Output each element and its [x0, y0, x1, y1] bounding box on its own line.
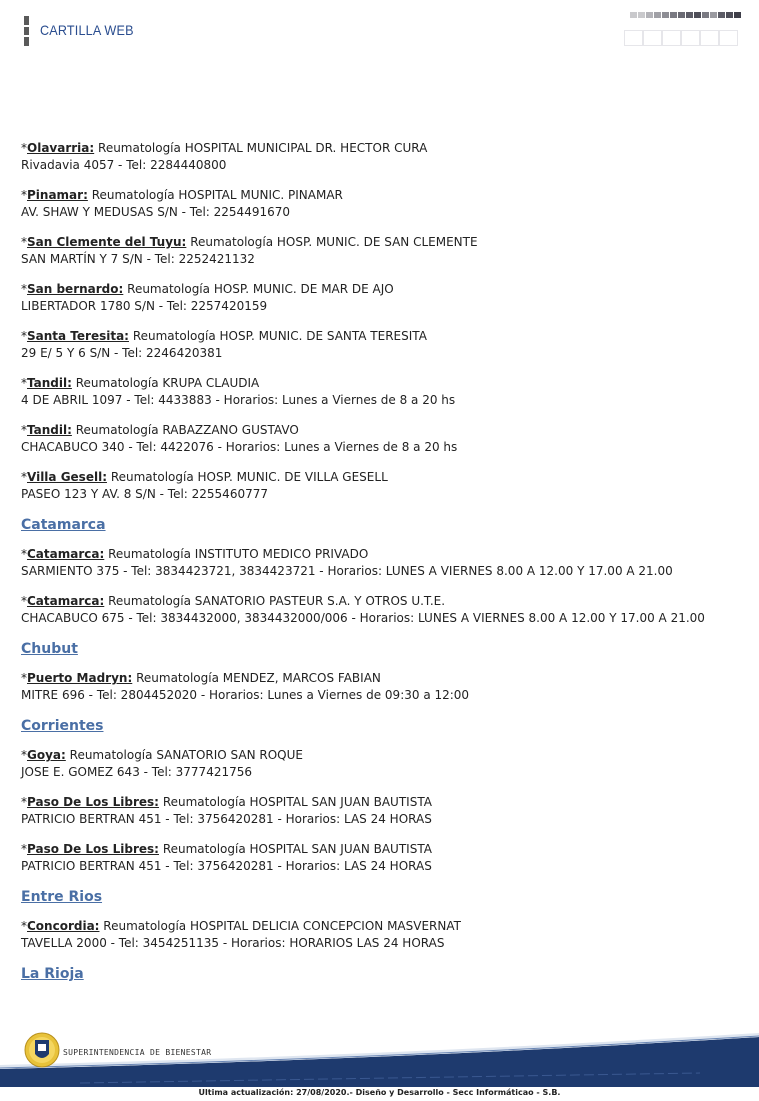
provider-entry: *San bernardo: Reumatología HOSP. MUNIC. DE MAR DE AJO LIBERTADOR 1780 S/N - Tel: 2257420159: [21, 282, 394, 313]
province-heading[interactable]: Catamarca: [21, 517, 106, 533]
provider-entry: *Concordia: Reumatología HOSPITAL DELICIA CONCEPCION MASVERNAT TAVELLA 2000 - Tel: 3454251135 - Horarios: HORARIOS LAS 24 HORAS: [21, 919, 461, 950]
bienestar-emblem-icon: [24, 1032, 60, 1068]
entry-service: Reumatología HOSPITAL SAN JUAN BAUTISTA: [162, 842, 432, 856]
entry-details: TAVELLA 2000 - Tel: 3454251135 - Horarios: HORARIOS LAS 24 HORAS: [21, 936, 445, 950]
provider-entry: *Santa Teresita: Reumatología HOSP. MUNIC. DE SANTA TERESITA 29 E/ 5 Y 6 S/N - Tel: 2246420381: [21, 329, 427, 360]
entry-city-link[interactable]: Pinamar:: [27, 188, 88, 202]
decoration-square: [646, 12, 653, 18]
decoration-square: [718, 12, 725, 18]
decoration-cell: [719, 30, 738, 46]
decoration-square: [702, 12, 709, 18]
entry-city-link[interactable]: Concordia:: [27, 919, 100, 933]
decoration-square: [734, 12, 741, 18]
decoration-square: [686, 12, 693, 18]
entry-service: Reumatología HOSPITAL MUNICIPAL DR. HECTOR CURA: [98, 141, 428, 155]
entry-details: MITRE 696 - Tel: 2804452020 - Horarios: Lunes a Viernes de 09:30 a 12:00: [21, 688, 470, 702]
header-accent-bar: [24, 16, 29, 46]
decoration-square: [726, 12, 733, 18]
entry-details: AV. SHAW Y MEDUSAS S/N - Tel: 2254491670: [21, 205, 290, 219]
decoration-cell: [624, 30, 643, 46]
decoration-cell: [700, 30, 719, 46]
entry-details: SAN MARTÍN Y 7 S/N - Tel: 2252421132: [21, 252, 255, 266]
entry-details: CHACABUCO 675 - Tel: 3834432000, 3834432000/006 - Horarios: LUNES A VIERNES 8.00 A 12.00 Y 17.00 A 21.00: [21, 611, 705, 625]
directory-listing: [21, 140, 751, 995]
decoration-square: [670, 12, 677, 18]
entry-city-link[interactable]: Santa Teresita:: [27, 329, 129, 343]
provider-entry: *Olavarria: Reumatología HOSPITAL MUNICIPAL DR. HECTOR CURA Rivadavia 4057 - Tel: 2284440800: [21, 141, 428, 172]
entry-details: LIBERTADOR 1780 S/N - Tel: 2257420159: [21, 299, 268, 313]
entry-service: Reumatología HOSPITAL DELICIA CONCEPCION MASVERNAT: [103, 919, 461, 933]
footer-update-note: Ultima actualización: 27/08/2020.- Diseño y Desarrollo - Secc Informáticao - S.B.: [198, 1088, 561, 1097]
entry-details: Rivadavia 4057 - Tel: 2284440800: [21, 158, 227, 172]
decoration-square: [630, 12, 637, 18]
decoration-square: [678, 12, 685, 18]
provider-entry: *Tandil: Reumatología RABAZZANO GUSTAVO CHACABUCO 340 - Tel: 4422076 - Horarios: Lunes a Viernes de 8 a 20 hs: [21, 423, 458, 454]
decoration-cell: [643, 30, 662, 46]
entry-service: Reumatología KRUPA CLAUDIA: [75, 376, 260, 390]
page-footer: [0, 1025, 759, 1101]
decoration-square: [694, 12, 701, 18]
province-heading[interactable]: Corrientes: [21, 718, 104, 734]
provider-entry: *Pinamar: Reumatología HOSPITAL MUNIC. PINAMAR AV. SHAW Y MEDUSAS S/N - Tel: 2254491670: [21, 188, 343, 219]
entry-city-link[interactable]: Puerto Madryn:: [27, 671, 133, 685]
provider-entry: *Paso De Los Libres: Reumatología HOSPITAL SAN JUAN BAUTISTA PATRICIO BERTRAN 451 - Tel: 3756420281 - Horarios: LAS 24 HORAS: [21, 795, 432, 826]
entry-service: Reumatología SANATORIO SAN ROQUE: [69, 748, 303, 762]
decoration-square: [654, 12, 661, 18]
entry-city-link[interactable]: San Clemente del Tuyu:: [27, 235, 187, 249]
entry-city-link[interactable]: Villa Gesell:: [27, 470, 107, 484]
entry-details: PATRICIO BERTRAN 451 - Tel: 3756420281 - Horarios: LAS 24 HORAS: [21, 812, 432, 826]
entry-service: Reumatología HOSP. MUNIC. DE SANTA TERESITA: [132, 329, 427, 343]
decoration-cell: [662, 30, 681, 46]
entry-city-link[interactable]: Paso De Los Libres:: [27, 795, 159, 809]
entry-city-link[interactable]: Olavarria:: [27, 141, 95, 155]
entry-service: Reumatología HOSP. MUNIC. DE VILLA GESELL: [110, 470, 388, 484]
entry-details: 4 DE ABRIL 1097 - Tel: 4433883 - Horarios: Lunes a Viernes de 8 a 20 hs: [21, 393, 456, 407]
entry-service: Reumatología SANATORIO PASTEUR S.A. Y OTROS U.T.E.: [108, 594, 446, 608]
entry-service: Reumatología INSTITUTO MEDICO PRIVADO: [108, 547, 369, 561]
provider-entry: *Goya: Reumatología SANATORIO SAN ROQUE JOSE E. GOMEZ 643 - Tel: 3777421756: [21, 748, 303, 779]
entry-details: PASEO 123 Y AV. 8 S/N - Tel: 2255460777: [21, 487, 268, 501]
header-decoration: [624, 12, 749, 48]
entry-city-link[interactable]: Tandil:: [27, 376, 72, 390]
province-heading[interactable]: La Rioja: [21, 966, 84, 982]
entry-details: SARMIENTO 375 - Tel: 3834423721, 3834423721 - Horarios: LUNES A VIERNES 8.00 A 12.00 Y 17.00 A 21.00: [21, 564, 673, 578]
entry-details: PATRICIO BERTRAN 451 - Tel: 3756420281 - Horarios: LAS 24 HORAS: [21, 859, 432, 873]
entry-details: JOSE E. GOMEZ 643 - Tel: 3777421756: [21, 765, 252, 779]
provider-entry: *San Clemente del Tuyu: Reumatología HOSP. MUNIC. DE SAN CLEMENTE SAN MARTÍN Y 7 S/N - Tel: 2252421132: [21, 235, 478, 266]
entry-city-link[interactable]: Goya:: [27, 748, 66, 762]
entry-city-link[interactable]: Tandil:: [27, 423, 72, 437]
entry-service: Reumatología MENDEZ, MARCOS FABIAN: [136, 671, 381, 685]
province-heading[interactable]: Entre Rios: [21, 889, 103, 905]
page-header: [0, 0, 759, 60]
provider-entry: *Tandil: Reumatología KRUPA CLAUDIA 4 DE ABRIL 1097 - Tel: 4433883 - Horarios: Lunes a Viernes de 8 a 20 hs: [21, 376, 456, 407]
footer-organization: SUPERINTENDENCIA DE BIENESTAR: [63, 1048, 212, 1057]
entry-service: Reumatología HOSPITAL MUNIC. PINAMAR: [91, 188, 343, 202]
entry-city-link[interactable]: Catamarca:: [27, 594, 105, 608]
entry-service: Reumatología RABAZZANO GUSTAVO: [75, 423, 299, 437]
decoration-square: [662, 12, 669, 18]
province-heading[interactable]: Chubut: [21, 641, 78, 657]
entry-service: Reumatología HOSPITAL SAN JUAN BAUTISTA: [162, 795, 432, 809]
provider-entry: *Catamarca: Reumatología INSTITUTO MEDICO PRIVADO SARMIENTO 375 - Tel: 3834423721, 3834423721 - Horarios: LUNES A VIERNES 8.00 A 12.00 Y 17.00 A 21.00: [21, 547, 673, 578]
header-title: CARTILLA WEB: [40, 22, 134, 38]
provider-entry: *Paso De Los Libres: Reumatología HOSPITAL SAN JUAN BAUTISTA PATRICIO BERTRAN 451 - Tel: 3756420281 - Horarios: LAS 24 HORAS: [21, 842, 432, 873]
entry-details: CHACABUCO 340 - Tel: 4422076 - Horarios: Lunes a Viernes de 8 a 20 hs: [21, 440, 458, 454]
decoration-cell: [681, 30, 700, 46]
decoration-square: [638, 12, 645, 18]
entry-service: Reumatología HOSP. MUNIC. DE SAN CLEMENTE: [190, 235, 478, 249]
provider-entry: *Catamarca: Reumatología SANATORIO PASTEUR S.A. Y OTROS U.T.E. CHACABUCO 675 - Tel: 3834432000, 3834432000/006 - Horarios: LUNES A VIERNES 8.00 A 12.00 Y 17.00 A 21.00: [21, 594, 705, 625]
entry-city-link[interactable]: Catamarca:: [27, 547, 105, 561]
entry-city-link[interactable]: Paso De Los Libres:: [27, 842, 159, 856]
entry-city-link[interactable]: San bernardo:: [27, 282, 124, 296]
provider-entry: *Villa Gesell: Reumatología HOSP. MUNIC. DE VILLA GESELL PASEO 123 Y AV. 8 S/N - Tel: 2255460777: [21, 470, 388, 501]
entry-service: Reumatología HOSP. MUNIC. DE MAR DE AJO: [127, 282, 394, 296]
decoration-square: [710, 12, 717, 18]
provider-entry: *Puerto Madryn: Reumatología MENDEZ, MARCOS FABIAN MITRE 696 - Tel: 2804452020 - Horarios: Lunes a Viernes de 09:30 a 12:00: [21, 671, 470, 702]
entry-details: 29 E/ 5 Y 6 S/N - Tel: 2246420381: [21, 346, 223, 360]
